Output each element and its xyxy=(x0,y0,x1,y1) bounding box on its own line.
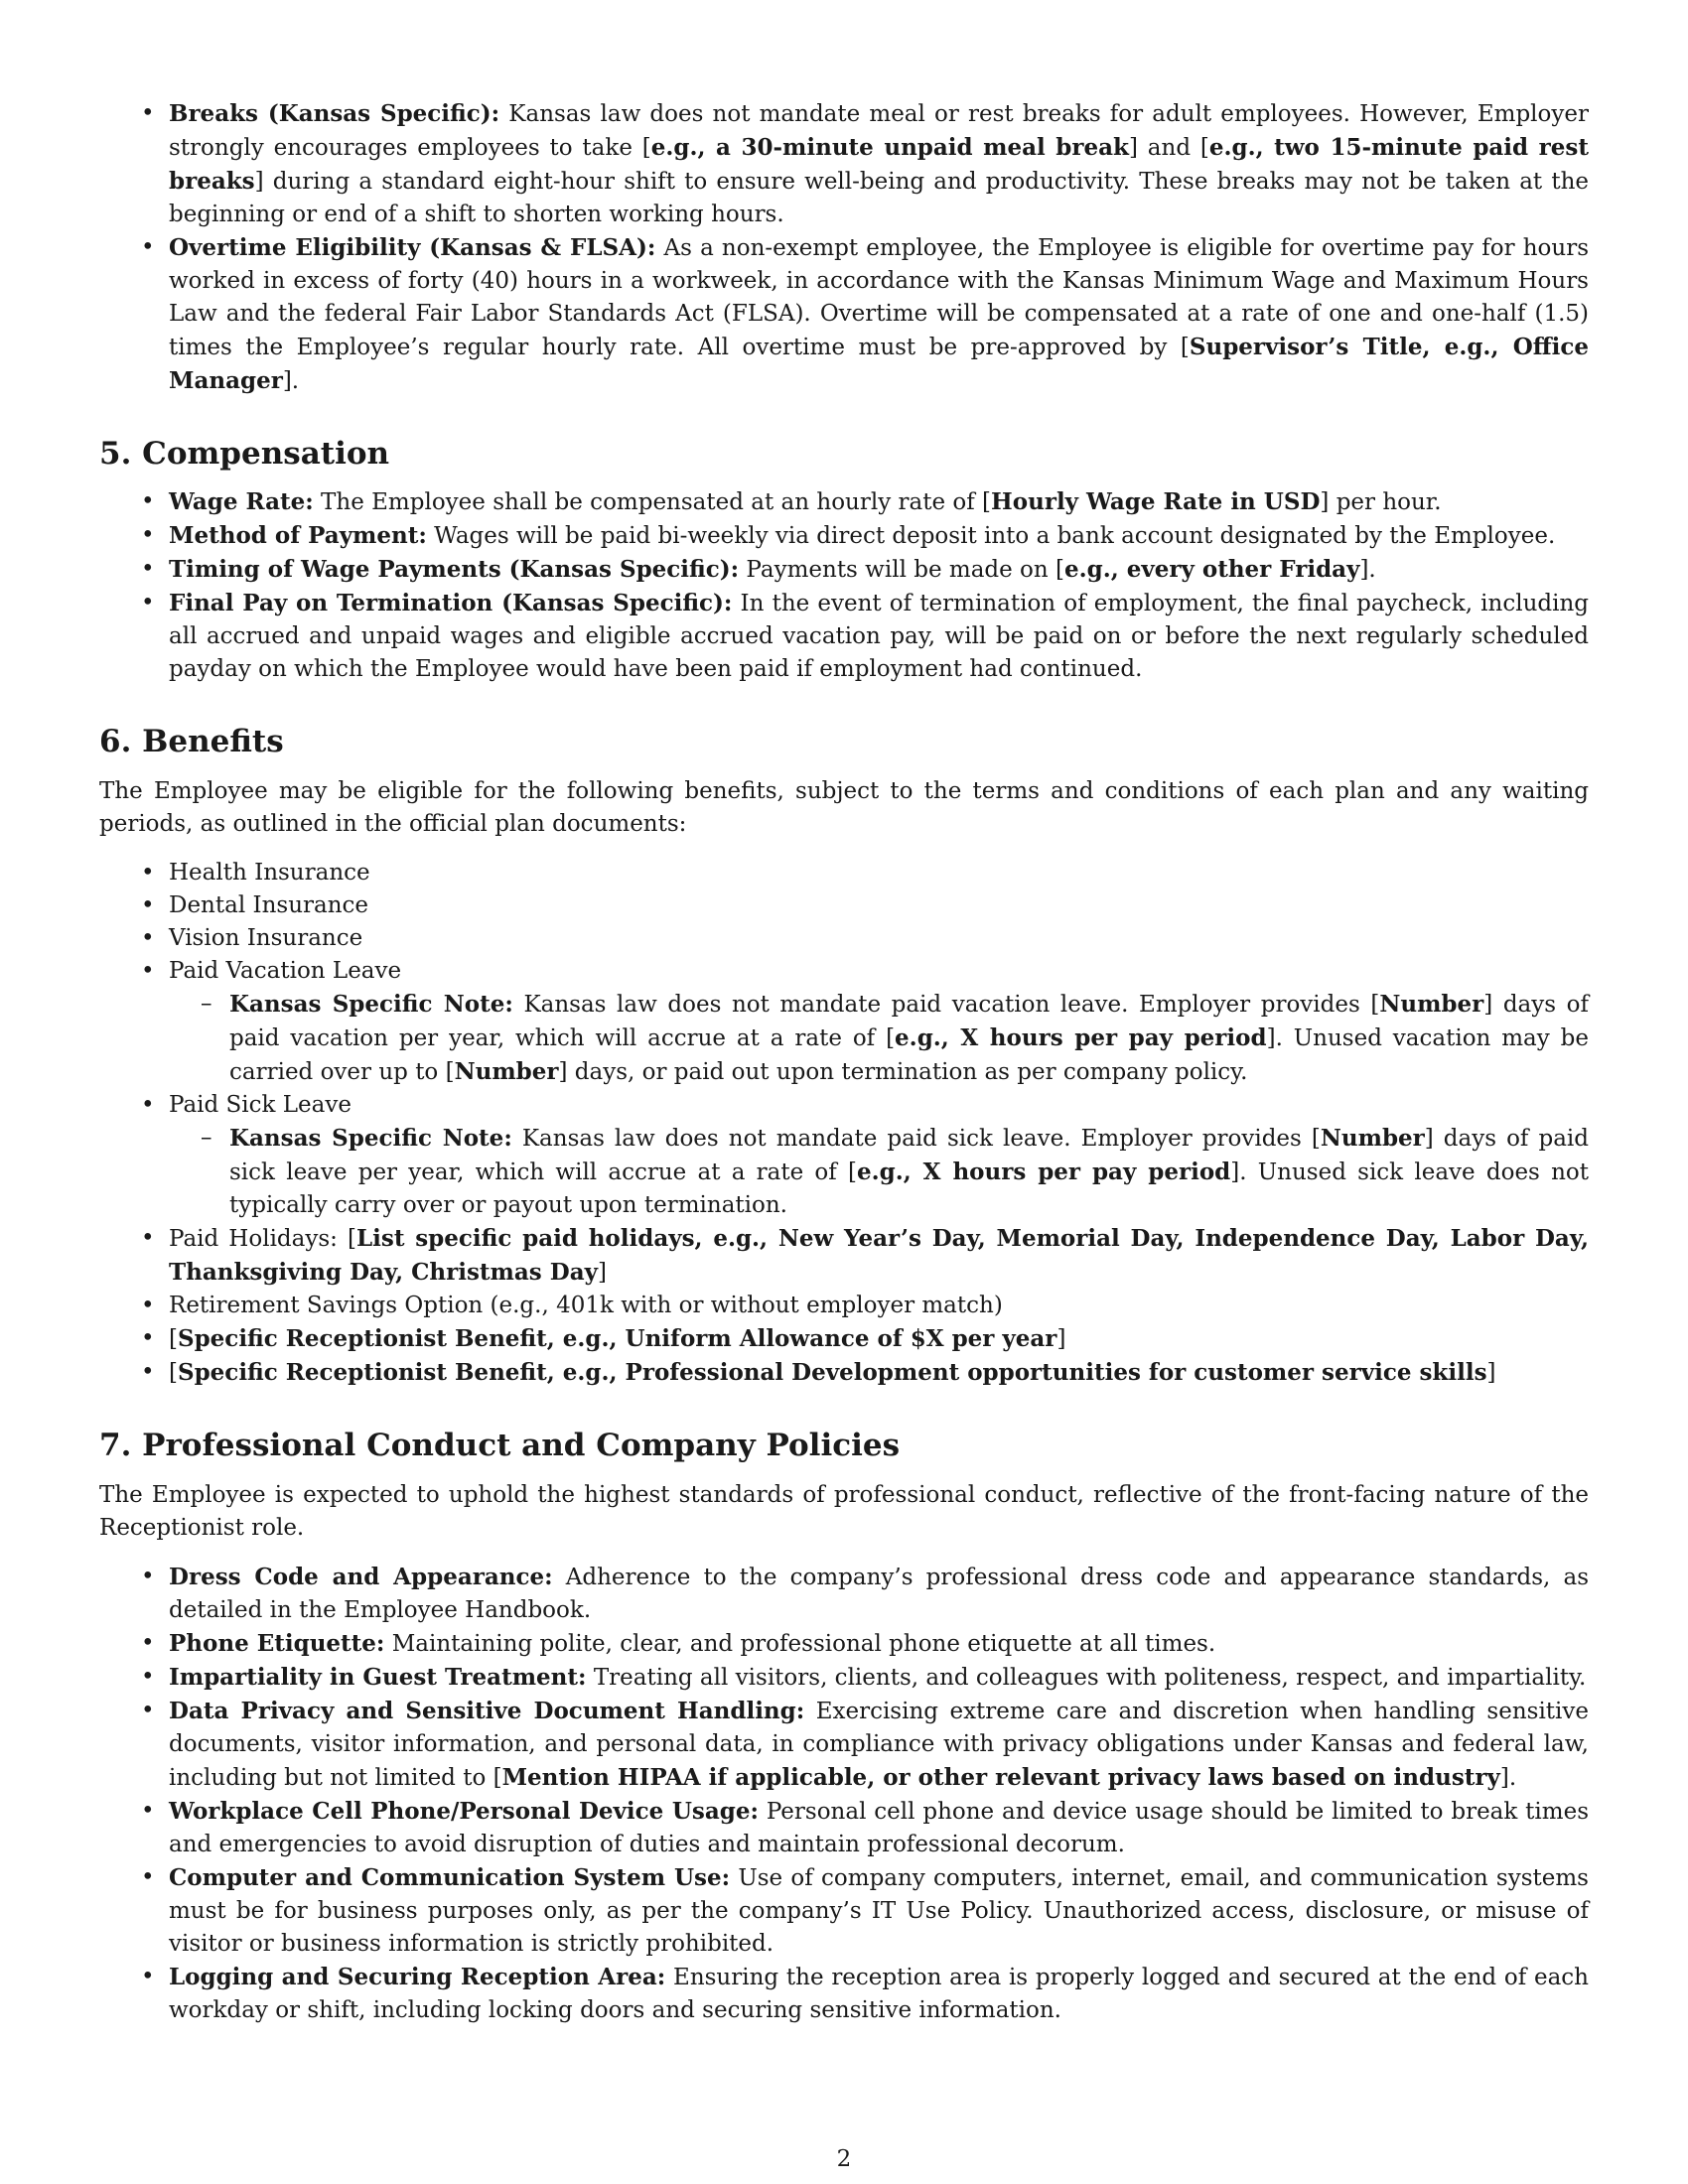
benefits-intro: The Employee may be eligible for the following benefits, subject to the terms and conditions of each plan and any waiting periods, as outlined in the official plan documents: xyxy=(99,778,1589,837)
list-item-method-of-payment: • Method of Payment: Wages will be paid bi-weekly via direct deposit into a bank account designated by the Employee. xyxy=(99,519,1589,553)
list-item-holidays: • Paid Holidays: [List specific paid holidays, e.g., New Year’s Day, Memorial Day, Independence Day, Labor Day, Thanksgiving Day, Christmas Day] xyxy=(99,1222,1589,1290)
list-item-vacation xyxy=(99,955,1589,1089)
page-number: 2 xyxy=(836,2146,852,2172)
list-item-wage-rate: • Wage Rate: The Employee shall be compensated at an hourly rate of [Hourly Wage Rate in USD] per hour. xyxy=(99,485,1589,519)
sick-label: Paid Sick Leave xyxy=(169,1092,352,1118)
list-item-sick xyxy=(99,1089,1589,1222)
list-item-device-usage: • Workplace Cell Phone/Personal Device Usage: Personal cell phone and device usage should be limited to break times and emergencies to avoid disruption of duties and maintain professional decorum. xyxy=(99,1795,1589,1861)
compensation-list xyxy=(99,485,1589,686)
list-item-impartiality: • Impartiality in Guest Treatment: Treating all visitors, clients, and colleagues with politeness, respect, and impartiality. xyxy=(99,1661,1589,1695)
list-item-data-privacy: • Data Privacy and Sensitive Document Handling: Exercising extreme care and discretion when handling sensitive documents, visitor information, and personal data, in compliance with privacy obligations under Kansas and federal law, including but not limited to [Mention HIPAA if applicable, or other relevant privacy laws based on industry]. xyxy=(99,1695,1589,1795)
vacation-sublist xyxy=(169,988,1589,1089)
list-item-phone-etiquette: • Phone Etiquette: Maintaining polite, clear, and professional phone etiquette at all times. xyxy=(99,1627,1589,1661)
list-item-overtime: • Overtime Eligibility (Kansas & FLSA): As a non-exempt employee, the Employee is eligible for overtime pay for hours worked in excess of forty (40) hours in a workweek, in accordance with the Kansas Minimum Wage and Maximum Hours Law and the federal Fair Labor Standards Act (FLSA). Overtime will be compensated at a rate of one and one-half (1.5) times the Employee’s regular hourly rate. All overtime must be pre-approved by [Supervisor’s Title, e.g., Office Manager]. xyxy=(99,231,1589,398)
vacation-note: – Kansas Specific Note: Kansas law does not mandate paid vacation leave. Employer provides [Number] days of paid vacation per year, which will accrue at a rate of [e.g., X hours per pay period]. Unused vacation may be carried over up to [Number] days, or paid out upon termination as per company policy. xyxy=(169,988,1589,1089)
list-item-benefit-development: • [Specific Receptionist Benefit, e.g., Professional Development opportunities for customer service skills] xyxy=(99,1356,1589,1390)
list-item-dress-code: • Dress Code and Appearance: Adherence to the company’s professional dress code and appearance standards, as detailed in the Employee Handbook. xyxy=(99,1561,1589,1627)
list-item-dental: • Dental Insurance xyxy=(99,889,1589,922)
list-item-benefit-uniform: • [Specific Receptionist Benefit, e.g., Uniform Allowance of $X per year] xyxy=(99,1322,1589,1356)
section-heading-benefits: 6. Benefits xyxy=(99,724,284,759)
conduct-list xyxy=(99,1561,1589,2027)
list-item-system-use: • Computer and Communication System Use: Use of company computers, internet, email, and communication systems must be for business purposes only, as per the company’s IT Use Policy. Unauthorized access, disclosure, or misuse of visitor or business information is strictly prohibited. xyxy=(99,1861,1589,1961)
benefits-list xyxy=(99,857,1589,1390)
list-item-reception-security: • Logging and Securing Reception Area: Ensuring the reception area is properly logged and secured at the end of each workday or shift, including locking doors and securing sensitive information. xyxy=(99,1961,1589,2027)
list-item-timing-of-payments: • Timing of Wage Payments (Kansas Specific): Payments will be made on [e.g., every other Friday]. xyxy=(99,553,1589,587)
conduct-intro: The Employee is expected to uphold the highest standards of professional conduct, reflective of the front-facing nature of the Receptionist role. xyxy=(99,1482,1589,1541)
section-heading-compensation: 5. Compensation xyxy=(99,436,390,472)
vacation-label: Paid Vacation Leave xyxy=(169,958,402,984)
list-item-retirement: • Retirement Savings Option (e.g., 401k with or without employer match) xyxy=(99,1290,1589,1322)
list-item-health: • Health Insurance xyxy=(99,857,1589,889)
sick-sublist xyxy=(169,1122,1589,1222)
sick-note: – Kansas Specific Note: Kansas law does not mandate paid sick leave. Employer provides [Number] days of paid sick leave per year, which will accrue at a rate of [e.g., X hours per pay period]. Unused sick leave does not typically carry over or payout upon termination. xyxy=(169,1122,1589,1222)
section4-list xyxy=(99,97,1589,398)
list-item-vision: • Vision Insurance xyxy=(99,922,1589,955)
document-page xyxy=(99,97,1589,2027)
list-item-breaks: • Breaks (Kansas Specific): Kansas law does not mandate meal or rest breaks for adult employees. However, Employer strongly encourages employees to take [e.g., a 30-minute unpaid meal break] and [e.g., two 15-minute paid rest breaks] during a standard eight-hour shift to ensure well-being and productivity. These breaks may not be taken at the beginning or end of a shift to shorten working hours. xyxy=(99,97,1589,231)
list-item-final-pay: • Final Pay on Termination (Kansas Specific): In the event of termination of employment, the final paycheck, including all accrued and unpaid wages and eligible accrued vacation pay, will be paid on or before the next regularly scheduled payday on which the Employee would have been paid if employment had continued. xyxy=(99,587,1589,686)
section-heading-conduct: 7. Professional Conduct and Company Policies xyxy=(99,1428,901,1463)
